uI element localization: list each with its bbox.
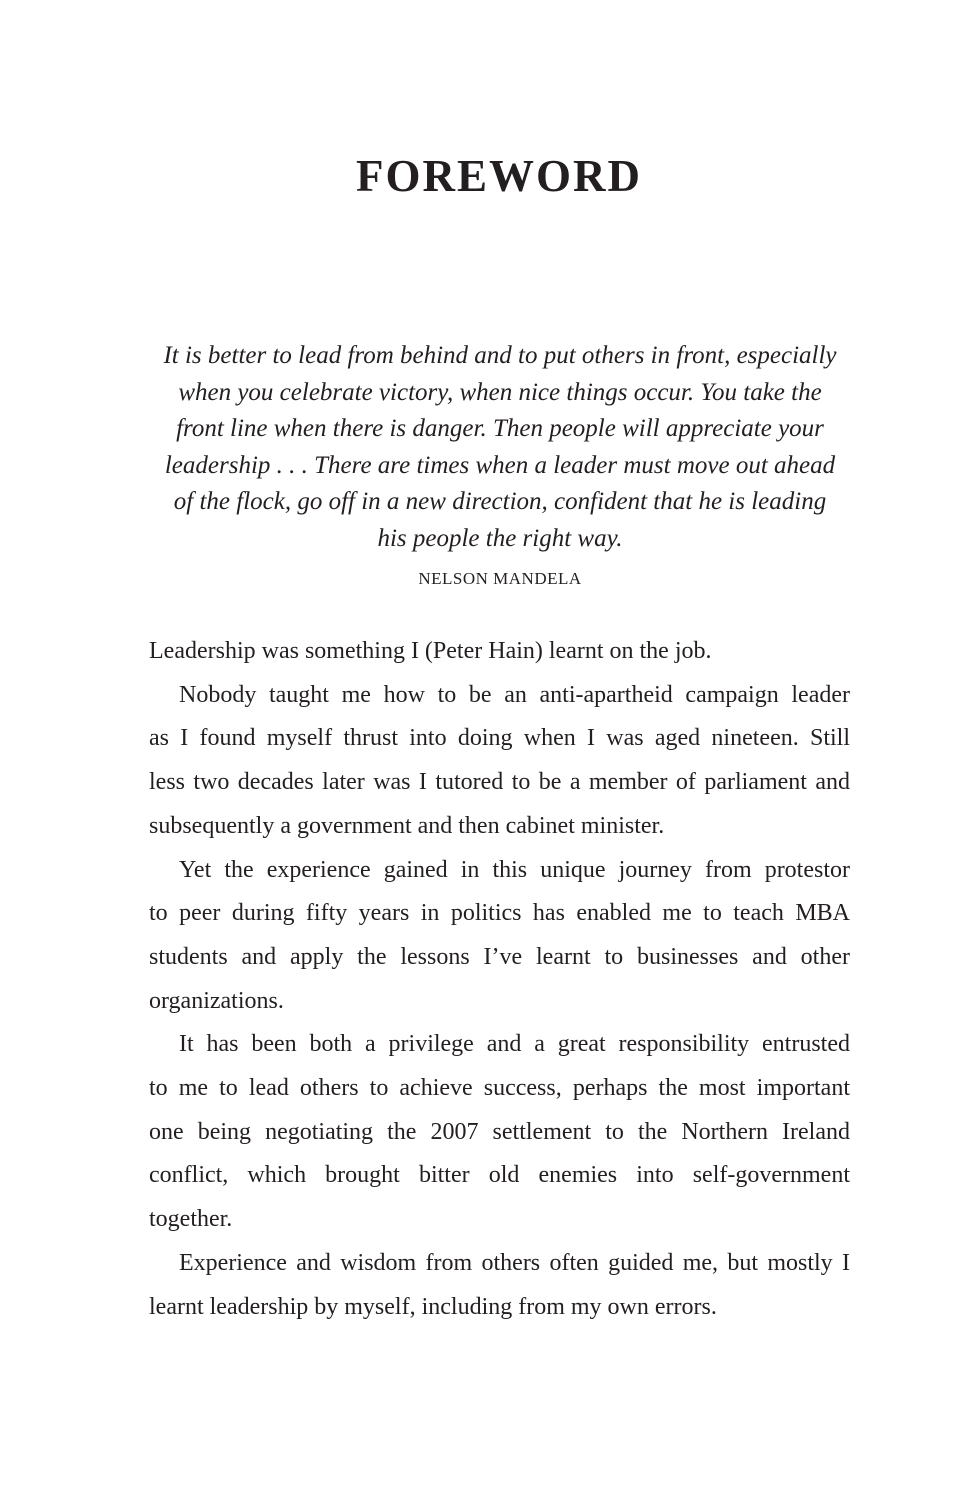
paragraph [149, 1242, 850, 1329]
paragraph [149, 1023, 850, 1242]
text-line: one being negotiating the 2007 settlement to the Northern Ireland [149, 1118, 850, 1145]
text-line: as I found myself thrust into doing when I was aged nineteen. Still [149, 725, 850, 752]
text-line: Leadership was something I (Peter Hain) learnt on the job. [149, 638, 712, 664]
epigraph-line: of the flock, go off in a new direction, confident that he is leading [173, 488, 827, 515]
paragraph [149, 849, 850, 1024]
text-line: organizations. [149, 987, 284, 1014]
text-line: Nobody taught me how to be an anti-apartheid campaign leader [179, 681, 850, 708]
text-line: learnt leadership by myself, including from my own errors. [149, 1293, 717, 1320]
paragraph [149, 630, 850, 674]
epigraph-line: when you celebrate victory, when nice things occur. You take the [178, 378, 822, 406]
chapter-title: FOREWORD [356, 151, 642, 201]
paragraph [149, 674, 850, 849]
text-line: to peer during fifty years in politics has enabled me to teach MBA [149, 900, 850, 927]
text-line: together. [149, 1206, 233, 1233]
text-line: Yet the experience gained in this unique journey from protestor [179, 856, 850, 883]
text-line: Experience and wisdom from others often guided me, but mostly I [179, 1249, 850, 1276]
text-line: to me to lead others to achieve success, perhaps the most important [149, 1075, 850, 1102]
text-line: subsequently a government and then cabinet minister. [149, 812, 665, 839]
epigraph-line: his people the right way. [377, 524, 623, 552]
text-line: less two decades later was I tutored to be a member of parliament and [149, 769, 850, 796]
epigraph-line: leadership . . . There are times when a leader must move out ahead [164, 451, 836, 479]
epigraph-line: front line when there is danger. Then people will appreciate your [176, 415, 824, 442]
epigraph [150, 338, 850, 589]
body-text [149, 630, 850, 1329]
text-line: It has been both a privilege and a great responsibility entrusted [179, 1031, 850, 1058]
text-line: students and apply the lessons I’ve learnt to businesses and other [149, 943, 850, 970]
epigraph-line: It is better to lead from behind and to put others in front, especially [163, 342, 837, 369]
epigraph-attribution: NELSON MANDELA [418, 569, 582, 588]
text-line: conflict, which brought bitter old enemies into self-government [149, 1162, 850, 1189]
